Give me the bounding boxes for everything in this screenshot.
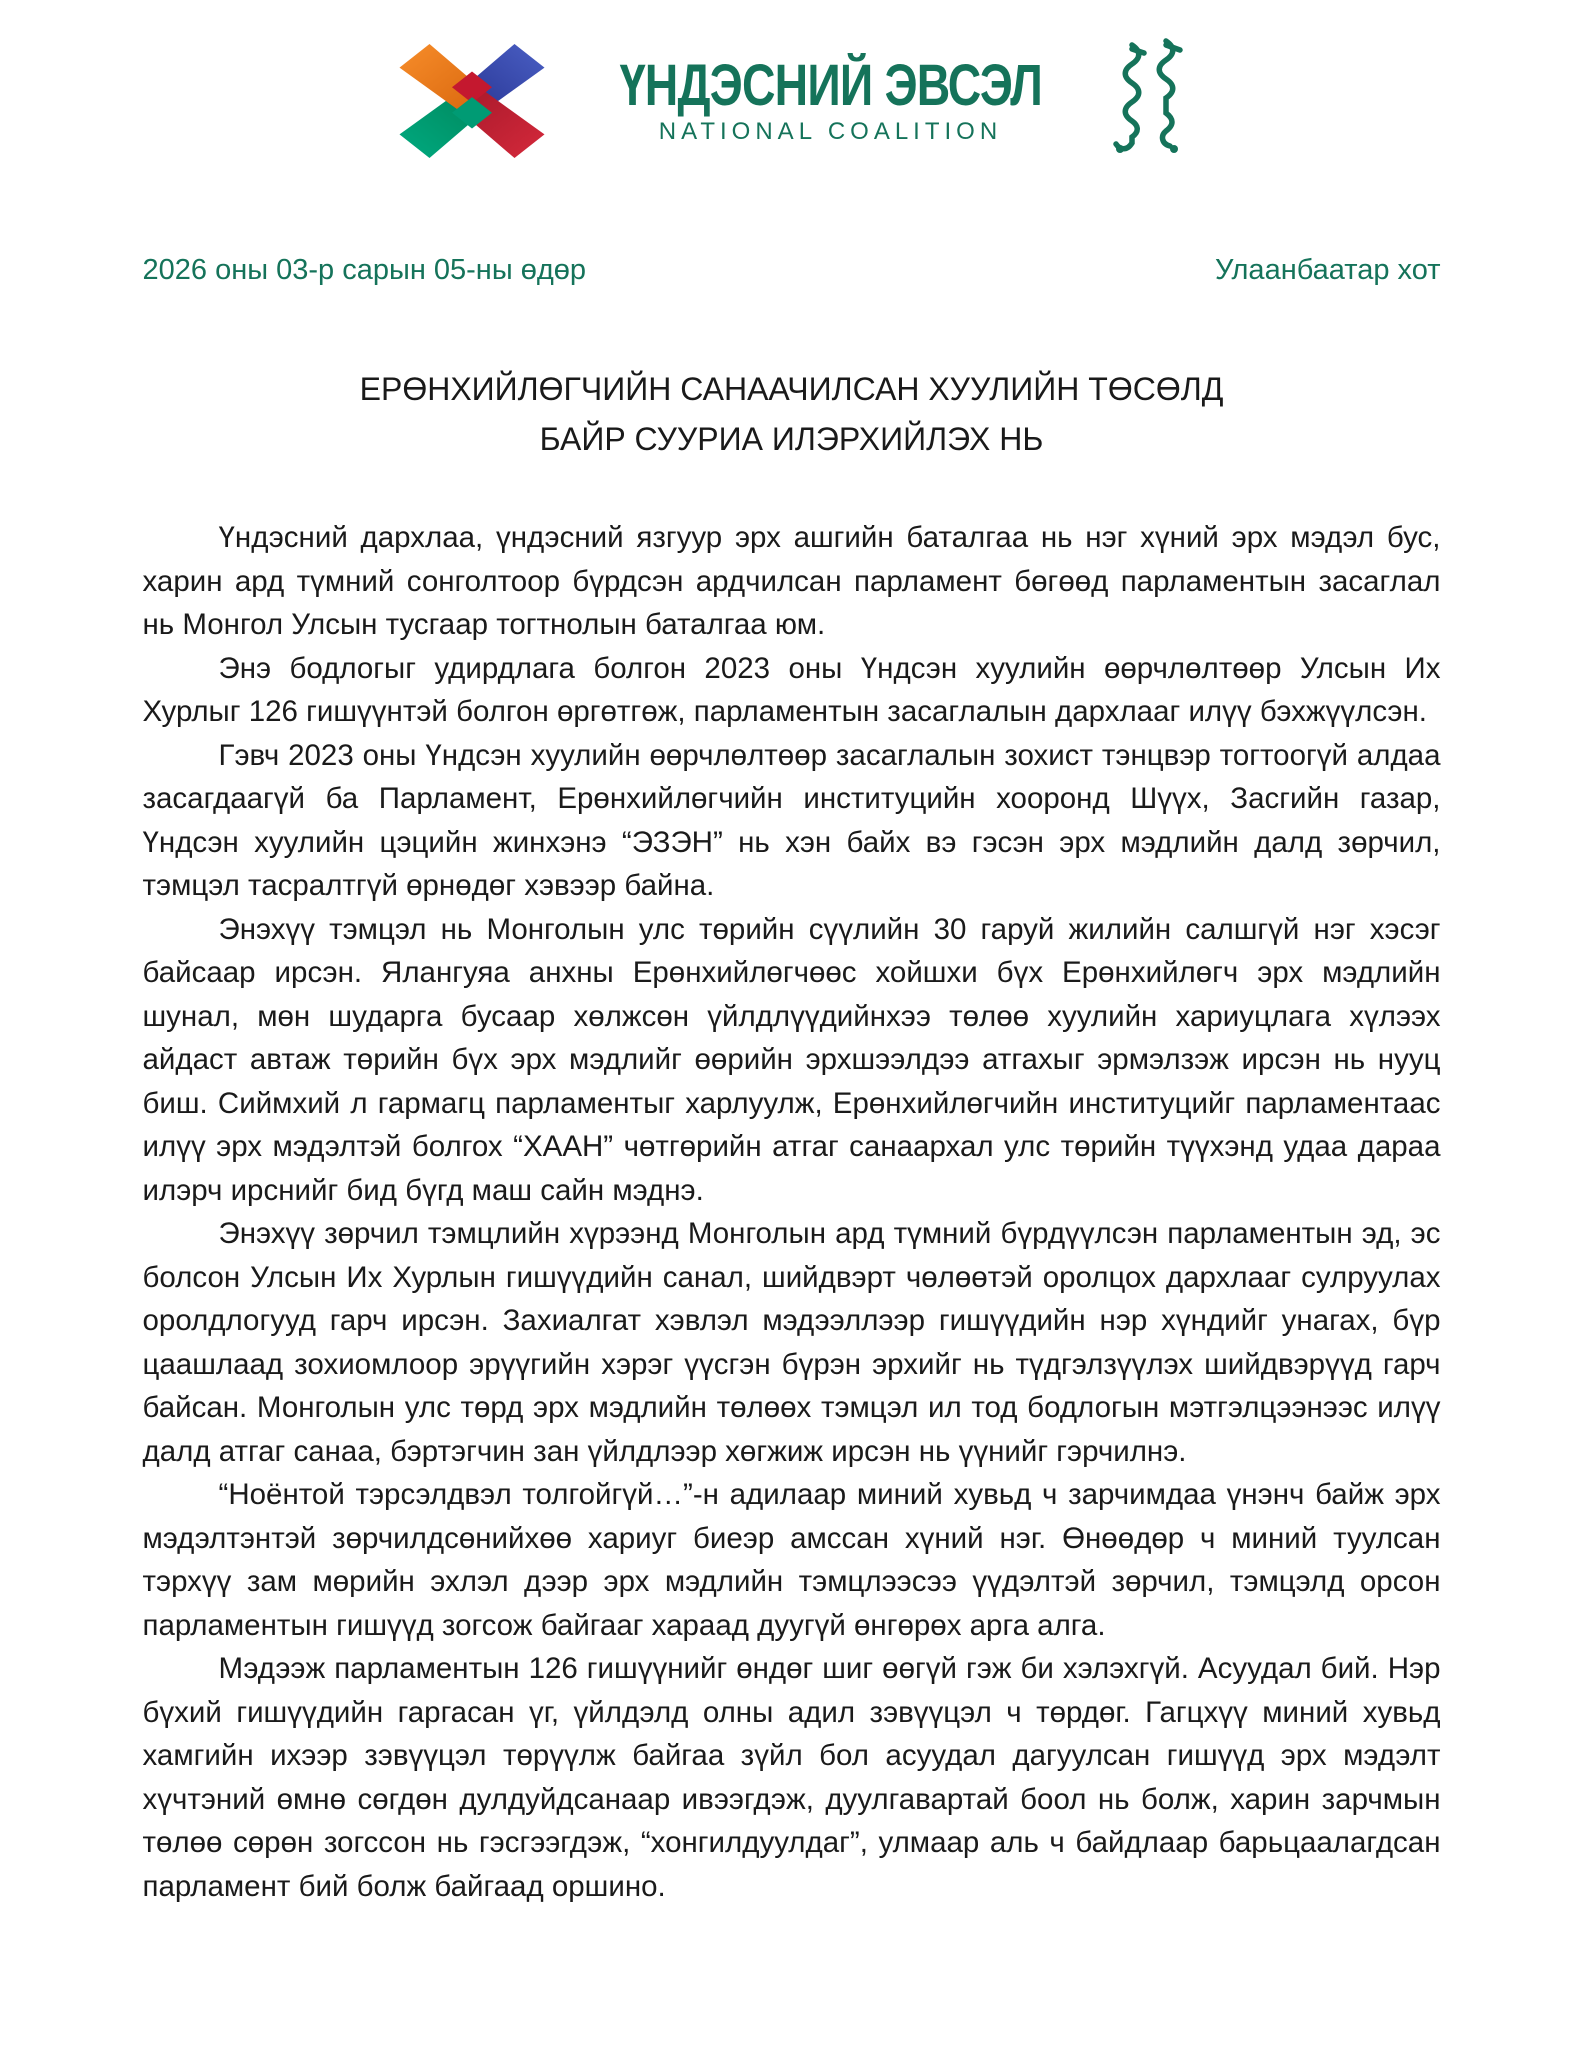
body-paragraph: Гэвч 2023 оны Үндсэн хуулийн өөрчлөлтөөр засаглалын зохист тэнцвэр тогтоогүй алдаа засагдаагүй ба Парламент, Ерөнхийлөгчийн институцийн хооронд Шүүх, Засгийн газар, Үндсэн хуулийн цэцийн жинхэнэ “ЭЗЭН” нь хэн байх вэ гэсэн эрх мэдлийн далд зөрчил, тэмцэл тасралтгүй өрнөдөг хэвээр байна. [142,738,1441,902]
document-content [143,252,1441,1908]
page-title [143,364,1441,464]
document-date: 2026 оны 03-р сарын 05-ны өдөр [142,254,587,286]
page-title-line2: БАЙР СУУРИА ИЛЭРХИЙЛЭХ НЬ [539,421,1044,457]
body-paragraph: Энэ бодлогыг удирдлага болгон 2023 оны Үндсэн хуулийн өөрчлөлтөөр Улсын Их Хурлыг 126 гишүүнтэй болгон өргөтгөж, парламентын засаглалын дархлааг илүү бэхжүүлсэн. [142,651,1441,728]
body-paragraph: Мэдээж парламентын 126 гишүүнийг өндөг шиг өөгүй гэж би хэлэхгүй. Асуудал бий. Нэр бүхий гишүүдийн гаргасан үг, үйлдэлд олны адил зэвүүцэл ч төрдөг. Гагцхүү миний хувьд хамгийн ихээр зэвүүцэл төрүүлж байгаа зүйл бол асуудал дагуулсан гишүүд эрх мэдэлт хүчтэний өмнө сөгдөн дулдуйдсанаар ивээгдэж, дуулгавартай боол нь болж, харин зарчмын төлөө сөрөн зогссон нь гэсгээгдэж, “хонгилдуулдаг”, улмаар аль ч байдлаар барьцаалагдсан парламент бий болж байгаад оршино. [142,1652,1441,1903]
national-coalition-logo-icon [397,42,547,160]
logo-subtitle-en: NATIONAL COALITION [658,117,1003,145]
date-row [143,252,1441,288]
logo-text [567,52,1095,146]
body-paragraph: Энэхүү зөрчил тэмцлийн хүрээнд Монголын ард түмний бүрдүүлсэн парламентын эд, эс болсон Улсын Их Хурлын гишүүдийн санал, шийдвэрт чөлөөтэй оролцох дархлааг сулруулах оролдлогууд гарч ирсэн. Захиалгат хэвлэл мэдээллээр гишүүдийн нэр хүндийг унагах, бүр цаашлаад зохиомлоор эрүүгийн хэрэг үүсгэн бүрэн эрхийг нь түдгэлзүүлэх шийдвэрүүд гарч байсан. Монголын улс төрд эрх мэдлийн төлөөх тэмцэл ил тод бодлогын мэтгэлцээнээс илүү далд атгаг санаа, бэртэгчин зан үйлдлээр хөгжиж ирсэн нь үүнийг гэрчилнэ. [142,1217,1441,1468]
logo [0,0,1583,160]
body-paragraph: Үндэсний дархлаа, үндэсний язгуур эрх ашгийн баталгаа нь нэг хүний эрх мэдэл бус, харин ард түмний сонголтоор бүрдсэн ардчилсан парламент бөгөөд парламентын засаглал нь Монгол Улсын тусгаар тогтнолын баталгаа юм. [142,521,1441,641]
body-paragraph: Энэхүү тэмцэл нь Монголын улс төрийн сүүлийн 30 гаруй жилийн салшгүй нэг хэсэг байсаар ирсэн. Ялангуяа анхны Ерөнхийлөгчөөс хойшхи бүх Ерөнхийлөгч эрх мэдлийн шунал, мөн шударга бусаар хөлжсөн үйлдлүүдийнхээ төлөө хуулийн хариуцлага хүлээх айдаст автаж төрийн бүх эрх мэдлийг өөрийн эрхшээлдээ атгахыг эрмэлзэж ирсэн нь нууц биш. Сиймхий л гармагц парламентыг харлуулж, Ерөнхийлөгчийн институцийг парламентаас илүү эрх мэдэлтэй болгох “ХААН” чөтгөрийн атгаг санаархал улс төрийн түүхэнд удаа дараа илэрч ирснийг бид бүгд маш сайн мэднэ. [142,912,1441,1207]
mongolian-script-icon [1112,37,1186,159]
page-title-line1: ЕРӨНХИЙЛӨГЧИЙН САНААЧИЛСАН ХУУЛИЙН ТӨСӨЛД [359,371,1224,407]
document-city: Улаанбаатар хот [1215,254,1441,286]
logo-title-mn: ҮНДЭСНИЙ ЭВСЭЛ [619,52,1042,118]
body-paragraph: “Ноёнтой тэрсэлдвэл толгойгүй…”-н адилаар миний хувьд ч зарчимдаа үнэнч байж эрх мэдэлтэнтэй зөрчилдсөнийхөө хариуг биеэр амссан хүний нэг. Өнөөдөр ч миний туулсан тэрхүү зам мөрийн эхлэл дээр эрх мэдлийн тэмцлээсээ үүдэлтэй зөрчил, тэмцэлд орсон парламентын гишүүд зогсож байгааг хараад дуугүй өнгөрөх арга алга. [142,1478,1441,1642]
document-body [143,516,1441,1908]
